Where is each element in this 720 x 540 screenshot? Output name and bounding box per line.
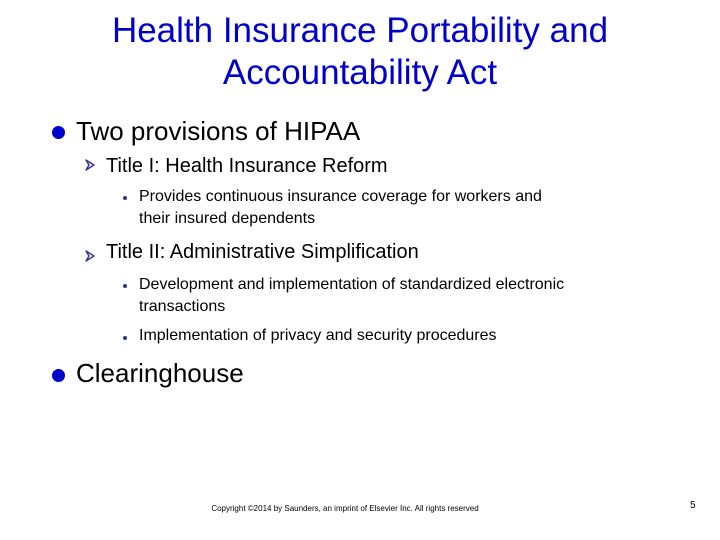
small-dot-bullet-icon — [123, 196, 127, 200]
slide-title-line: Health Insurance Portability and — [111, 11, 609, 50]
slide-title-line: Accountability Act — [222, 53, 498, 92]
round-bullet-icon — [52, 126, 65, 139]
arrowhead-bullet-icon — [84, 250, 96, 262]
copyright-footer: Copyright ©2014 by Saunders, an imprint of Elsevier Inc. All rights reserved — [211, 504, 479, 513]
page-number: 5 — [690, 500, 696, 511]
detail-item-line: Provides continuous insurance coverage for workers and — [139, 188, 542, 205]
detail-item-line: Development and implementation of standardized electronic — [139, 276, 565, 293]
sub-bullet-title-one: Title I: Health Insurance Reform — [106, 155, 388, 177]
detail-item-line: their insured dependents — [139, 210, 316, 227]
round-bullet-icon — [52, 369, 65, 382]
detail-item-line: transactions — [139, 298, 226, 315]
arrowhead-bullet-icon — [84, 159, 96, 171]
slide-title — [40, 10, 680, 94]
sub-bullet-title-two: Title II: Administrative Simplification — [106, 241, 419, 263]
bullet-item-clearinghouse: Clearinghouse — [76, 358, 244, 388]
bullet-item-two-provisions: Two provisions of HIPAA — [76, 116, 361, 146]
small-dot-bullet-icon — [123, 336, 127, 340]
detail-item-line: Implementation of privacy and security procedures — [139, 327, 497, 344]
small-dot-bullet-icon — [123, 284, 127, 288]
